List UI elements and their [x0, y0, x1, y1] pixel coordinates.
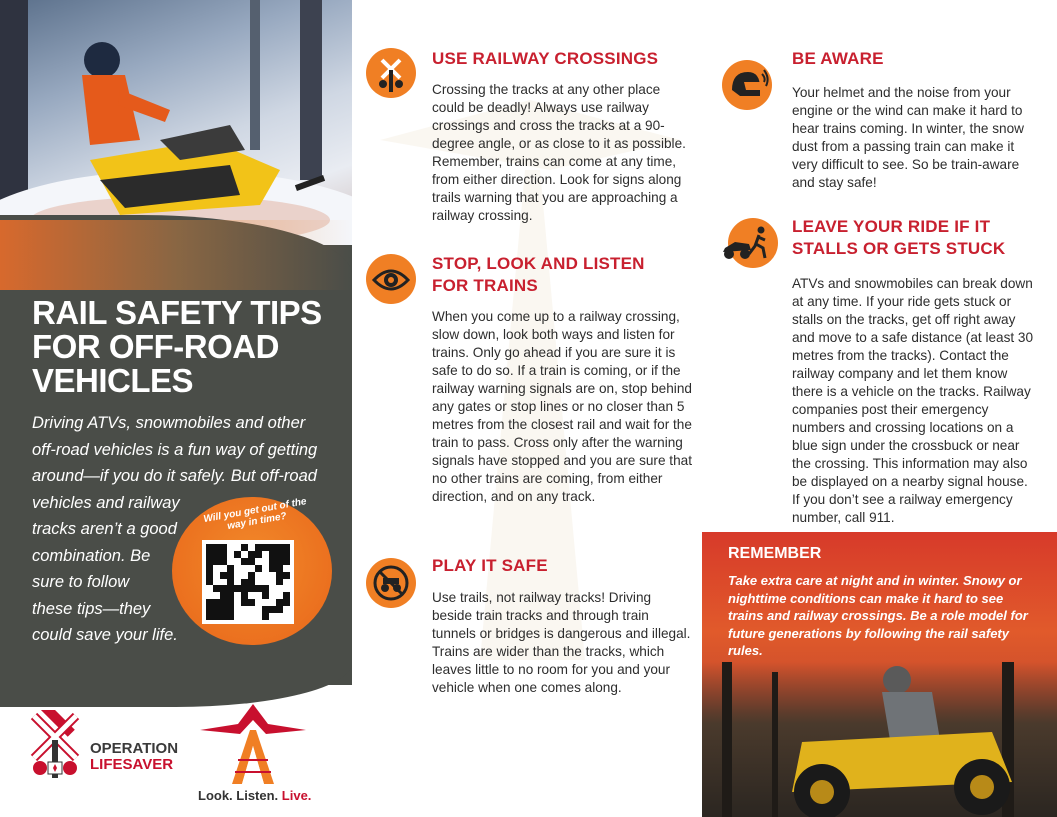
- qr-module: [276, 551, 283, 558]
- atv-photo: [702, 662, 1057, 817]
- qr-module: [220, 613, 227, 620]
- no-atv-on-tracks-icon: [366, 558, 416, 608]
- qr-module: [206, 599, 213, 606]
- qr-module: [241, 585, 248, 592]
- qr-module: [220, 572, 227, 579]
- qr-module: [206, 606, 213, 613]
- qr-module: [276, 558, 283, 565]
- qr-module: [255, 551, 262, 558]
- qr-module: [248, 558, 255, 565]
- intro-line: combination. Be: [32, 546, 151, 565]
- qr-module: [220, 585, 227, 592]
- qr-module: [276, 579, 283, 586]
- eye-icon: [366, 254, 416, 304]
- qr-module: [283, 565, 290, 572]
- qr-module: [283, 599, 290, 606]
- qr-module: [241, 565, 248, 572]
- qr-module: [213, 558, 220, 565]
- qr-module: [206, 558, 213, 565]
- qr-module: [276, 565, 283, 572]
- qr-module: [255, 613, 262, 620]
- qr-module: [220, 606, 227, 613]
- qr-module: [220, 551, 227, 558]
- qr-module: [269, 572, 276, 579]
- body-play-it-safe: Use trails, not railway tracks! Driving beside train tracks and through train tunnels or bridges is dangerous and illegal. Trains are wider than the tracks, which leaves little to no room for you and your vehicle when one comes along.: [432, 590, 691, 695]
- qr-module: [234, 606, 241, 613]
- intro-line: could save your life.: [32, 626, 178, 644]
- qr-module: [248, 592, 255, 599]
- qr-module: [262, 592, 269, 599]
- qr-module: [234, 565, 241, 572]
- qr-module: [227, 585, 234, 592]
- qr-module: [227, 592, 234, 599]
- person-running-from-atv-icon: [728, 218, 778, 268]
- qr-module: [241, 606, 248, 613]
- tagline: [198, 788, 311, 803]
- qr-module: [213, 565, 220, 572]
- qr-module: [276, 592, 283, 599]
- qr-module: [269, 585, 276, 592]
- qr-module: [269, 551, 276, 558]
- qr-module: [248, 599, 255, 606]
- qr-module: [227, 572, 234, 579]
- qr-module: [227, 558, 234, 565]
- qr-module: [255, 592, 262, 599]
- heading-use-railway-crossings: USE RAILWAY CROSSINGS: [432, 49, 659, 68]
- panel-glow: [0, 220, 352, 290]
- qr-module: [262, 551, 269, 558]
- qr-module: [241, 599, 248, 606]
- qr-module: [262, 558, 269, 565]
- qr-module: [227, 599, 234, 606]
- qr-module: [241, 558, 248, 565]
- qr-module: [269, 606, 276, 613]
- qr-module: [213, 579, 220, 586]
- logo-lifesaver: LIFESAVER: [90, 756, 174, 773]
- qr-module: [262, 599, 269, 606]
- qr-module: [283, 592, 290, 599]
- qr-module: [248, 585, 255, 592]
- qr-module: [248, 613, 255, 620]
- qr-module: [234, 585, 241, 592]
- qr-module: [227, 579, 234, 586]
- qr-module: [227, 544, 234, 551]
- qr-module: [248, 551, 255, 558]
- qr-module: [283, 613, 290, 620]
- qr-module: [255, 579, 262, 586]
- qr-module: [255, 544, 262, 551]
- qr-module: [241, 613, 248, 620]
- qr-module: [227, 613, 234, 620]
- qr-module: [248, 544, 255, 551]
- tagline-live: Live.: [281, 788, 312, 803]
- qr-module: [255, 558, 262, 565]
- qr-module: [241, 592, 248, 599]
- left-panel: [0, 0, 352, 817]
- heading-stop-look-listen: STOP, LOOK AND LISTEN FOR TRAINS: [432, 254, 645, 295]
- intro-line: off-road vehicles is a fun way of getting: [32, 440, 318, 459]
- qr-module: [241, 579, 248, 586]
- qr-module: [276, 613, 283, 620]
- qr-module: [234, 599, 241, 606]
- qr-module: [276, 599, 283, 606]
- qr-label: Will you get out of the way in time?: [202, 496, 308, 533]
- qr-module: [234, 613, 241, 620]
- qr-module: [262, 572, 269, 579]
- qr-module: [206, 579, 213, 586]
- intro-line: these tips—they: [32, 599, 151, 618]
- qr-module: [262, 565, 269, 572]
- qr-module: [248, 606, 255, 613]
- qr-module: [234, 551, 241, 558]
- qr-module: [213, 585, 220, 592]
- qr-module: [269, 565, 276, 572]
- qr-module: [234, 572, 241, 579]
- body-use-railway-crossings: Crossing the tracks at any other place could be deadly! Always use railway crossings and cross the tracks at a 90-degree angle, or as close to it as possible. Remember, trains can come at any time, from either direction. Look for signs along trails warning that you are approaching a railway crossing.: [432, 82, 686, 223]
- page-title: RAIL SAFETY TIPS FOR OFF-ROAD VEHICLES: [32, 294, 322, 399]
- body-stop-look-listen: When you come up to a railway crossing, slow down, look both ways and listen for trains. Only go ahead if you are sure it is safe to do so. If a train is coming, or if the railway warning signals are on, stop behind any gates or stop lines or no closer than 5 metres from the closest rail and wait for the train to pass. Cross only after the warning signals have stopped and you are sure that no other trains are coming, from either direction, and on any track.: [432, 309, 692, 504]
- qr-module: [234, 579, 241, 586]
- qr-module: [248, 572, 255, 579]
- crossbuck-logo-icon: [26, 710, 84, 780]
- qr-module: [220, 579, 227, 586]
- qr-module: [255, 585, 262, 592]
- qr-module: [213, 592, 220, 599]
- qr-module: [220, 565, 227, 572]
- qr-module: [213, 572, 220, 579]
- qr-module: [283, 544, 290, 551]
- qr-module: [283, 558, 290, 565]
- operation-lifesaver-wordmark: [90, 741, 178, 773]
- qr-module: [206, 565, 213, 572]
- intro-line: Driving ATVs, snowmobiles and other: [32, 414, 306, 432]
- qr-module: [248, 565, 255, 572]
- qr-module: [255, 565, 262, 572]
- qr-module: [213, 599, 220, 606]
- remember-title: REMEMBER: [728, 545, 822, 562]
- qr-module: [283, 606, 290, 613]
- qr-module: [220, 558, 227, 565]
- qr-module: [276, 606, 283, 613]
- qr-module: [227, 565, 234, 572]
- qr-module: [255, 599, 262, 606]
- qr-module: [255, 572, 262, 579]
- intro-line: vehicles and railway: [32, 493, 180, 512]
- qr-module: [248, 579, 255, 586]
- qr-code[interactable]: [202, 540, 294, 624]
- qr-module: [269, 592, 276, 599]
- qr-module: [269, 599, 276, 606]
- railway-crossing-icon: [366, 48, 416, 98]
- qr-module: [220, 544, 227, 551]
- logo-operation: OPERATION: [90, 740, 179, 757]
- qr-module: [262, 613, 269, 620]
- qr-module: [276, 572, 283, 579]
- qr-module: [206, 572, 213, 579]
- qr-module: [276, 585, 283, 592]
- remember-body: Take extra care at night and in winter. Snowy or nighttime conditions can make it hard to see trains and railway crossings. Be a role model for future generations by following the rail safety rules.: [728, 573, 1028, 658]
- qr-module: [220, 599, 227, 606]
- qr-module: [241, 572, 248, 579]
- heading-play-it-safe: PLAY IT SAFE: [432, 556, 548, 575]
- qr-module: [269, 558, 276, 565]
- qr-module: [241, 544, 248, 551]
- qr-module: [262, 585, 269, 592]
- qr-module: [262, 579, 269, 586]
- body-leave-your-ride: ATVs and snowmobiles can break down at any time. If your ride gets stuck or stalls on the tracks, get off right away and move to a safe distance (at least 30 metres from the tracks). Contact the railway company and let them know there is a vehicle on the tracks. Railway companies post their emergency numbers and crossing locations on a blue sign under the crossbuck or near the crossing. This information may also be displayed on a nearby signal house. If you don’t see a railway emergency number, call 911.: [792, 276, 1034, 525]
- qr-module: [206, 544, 213, 551]
- qr-module: [283, 572, 290, 579]
- qr-module: [227, 551, 234, 558]
- qr-module: [283, 585, 290, 592]
- qr-module: [213, 551, 220, 558]
- qr-module: [206, 551, 213, 558]
- look-listen-live-logo-icon: [198, 700, 308, 786]
- qr-module: [255, 606, 262, 613]
- qr-module: [234, 544, 241, 551]
- qr-module: [213, 544, 220, 551]
- qr-module: [213, 606, 220, 613]
- qr-module: [269, 613, 276, 620]
- qr-module: [234, 558, 241, 565]
- body-be-aware: Your helmet and the noise from your engine or the wind can make it hard to hear trains coming. In winter, the snow dust from a passing train can make it very difficult to see. So be train-aware and stay safe!: [792, 85, 1024, 190]
- remember-box: [702, 532, 1057, 817]
- qr-module: [269, 544, 276, 551]
- qr-module: [283, 579, 290, 586]
- qr-module: [269, 579, 276, 586]
- qr-module: [241, 551, 248, 558]
- tagline-look-listen: Look. Listen.: [198, 788, 279, 803]
- qr-module: [276, 544, 283, 551]
- heading-leave-your-ride: LEAVE YOUR RIDE IF IT STALLS OR GETS STUCK: [792, 217, 1006, 258]
- qr-module: [262, 544, 269, 551]
- qr-module: [283, 551, 290, 558]
- qr-module: [206, 585, 213, 592]
- intro-line: around—if you do it safely. But off-road: [32, 467, 317, 485]
- qr-module: [227, 606, 234, 613]
- heading-be-aware: BE AWARE: [792, 49, 884, 68]
- qr-module: [206, 592, 213, 599]
- intro-line: tracks aren’t a good: [32, 520, 177, 538]
- intro-line: sure to follow: [32, 573, 130, 591]
- qr-module: [206, 613, 213, 620]
- qr-module: [262, 606, 269, 613]
- qr-module: [220, 592, 227, 599]
- qr-module: [234, 592, 241, 599]
- qr-module: [213, 613, 220, 620]
- helmet-icon: [722, 60, 772, 110]
